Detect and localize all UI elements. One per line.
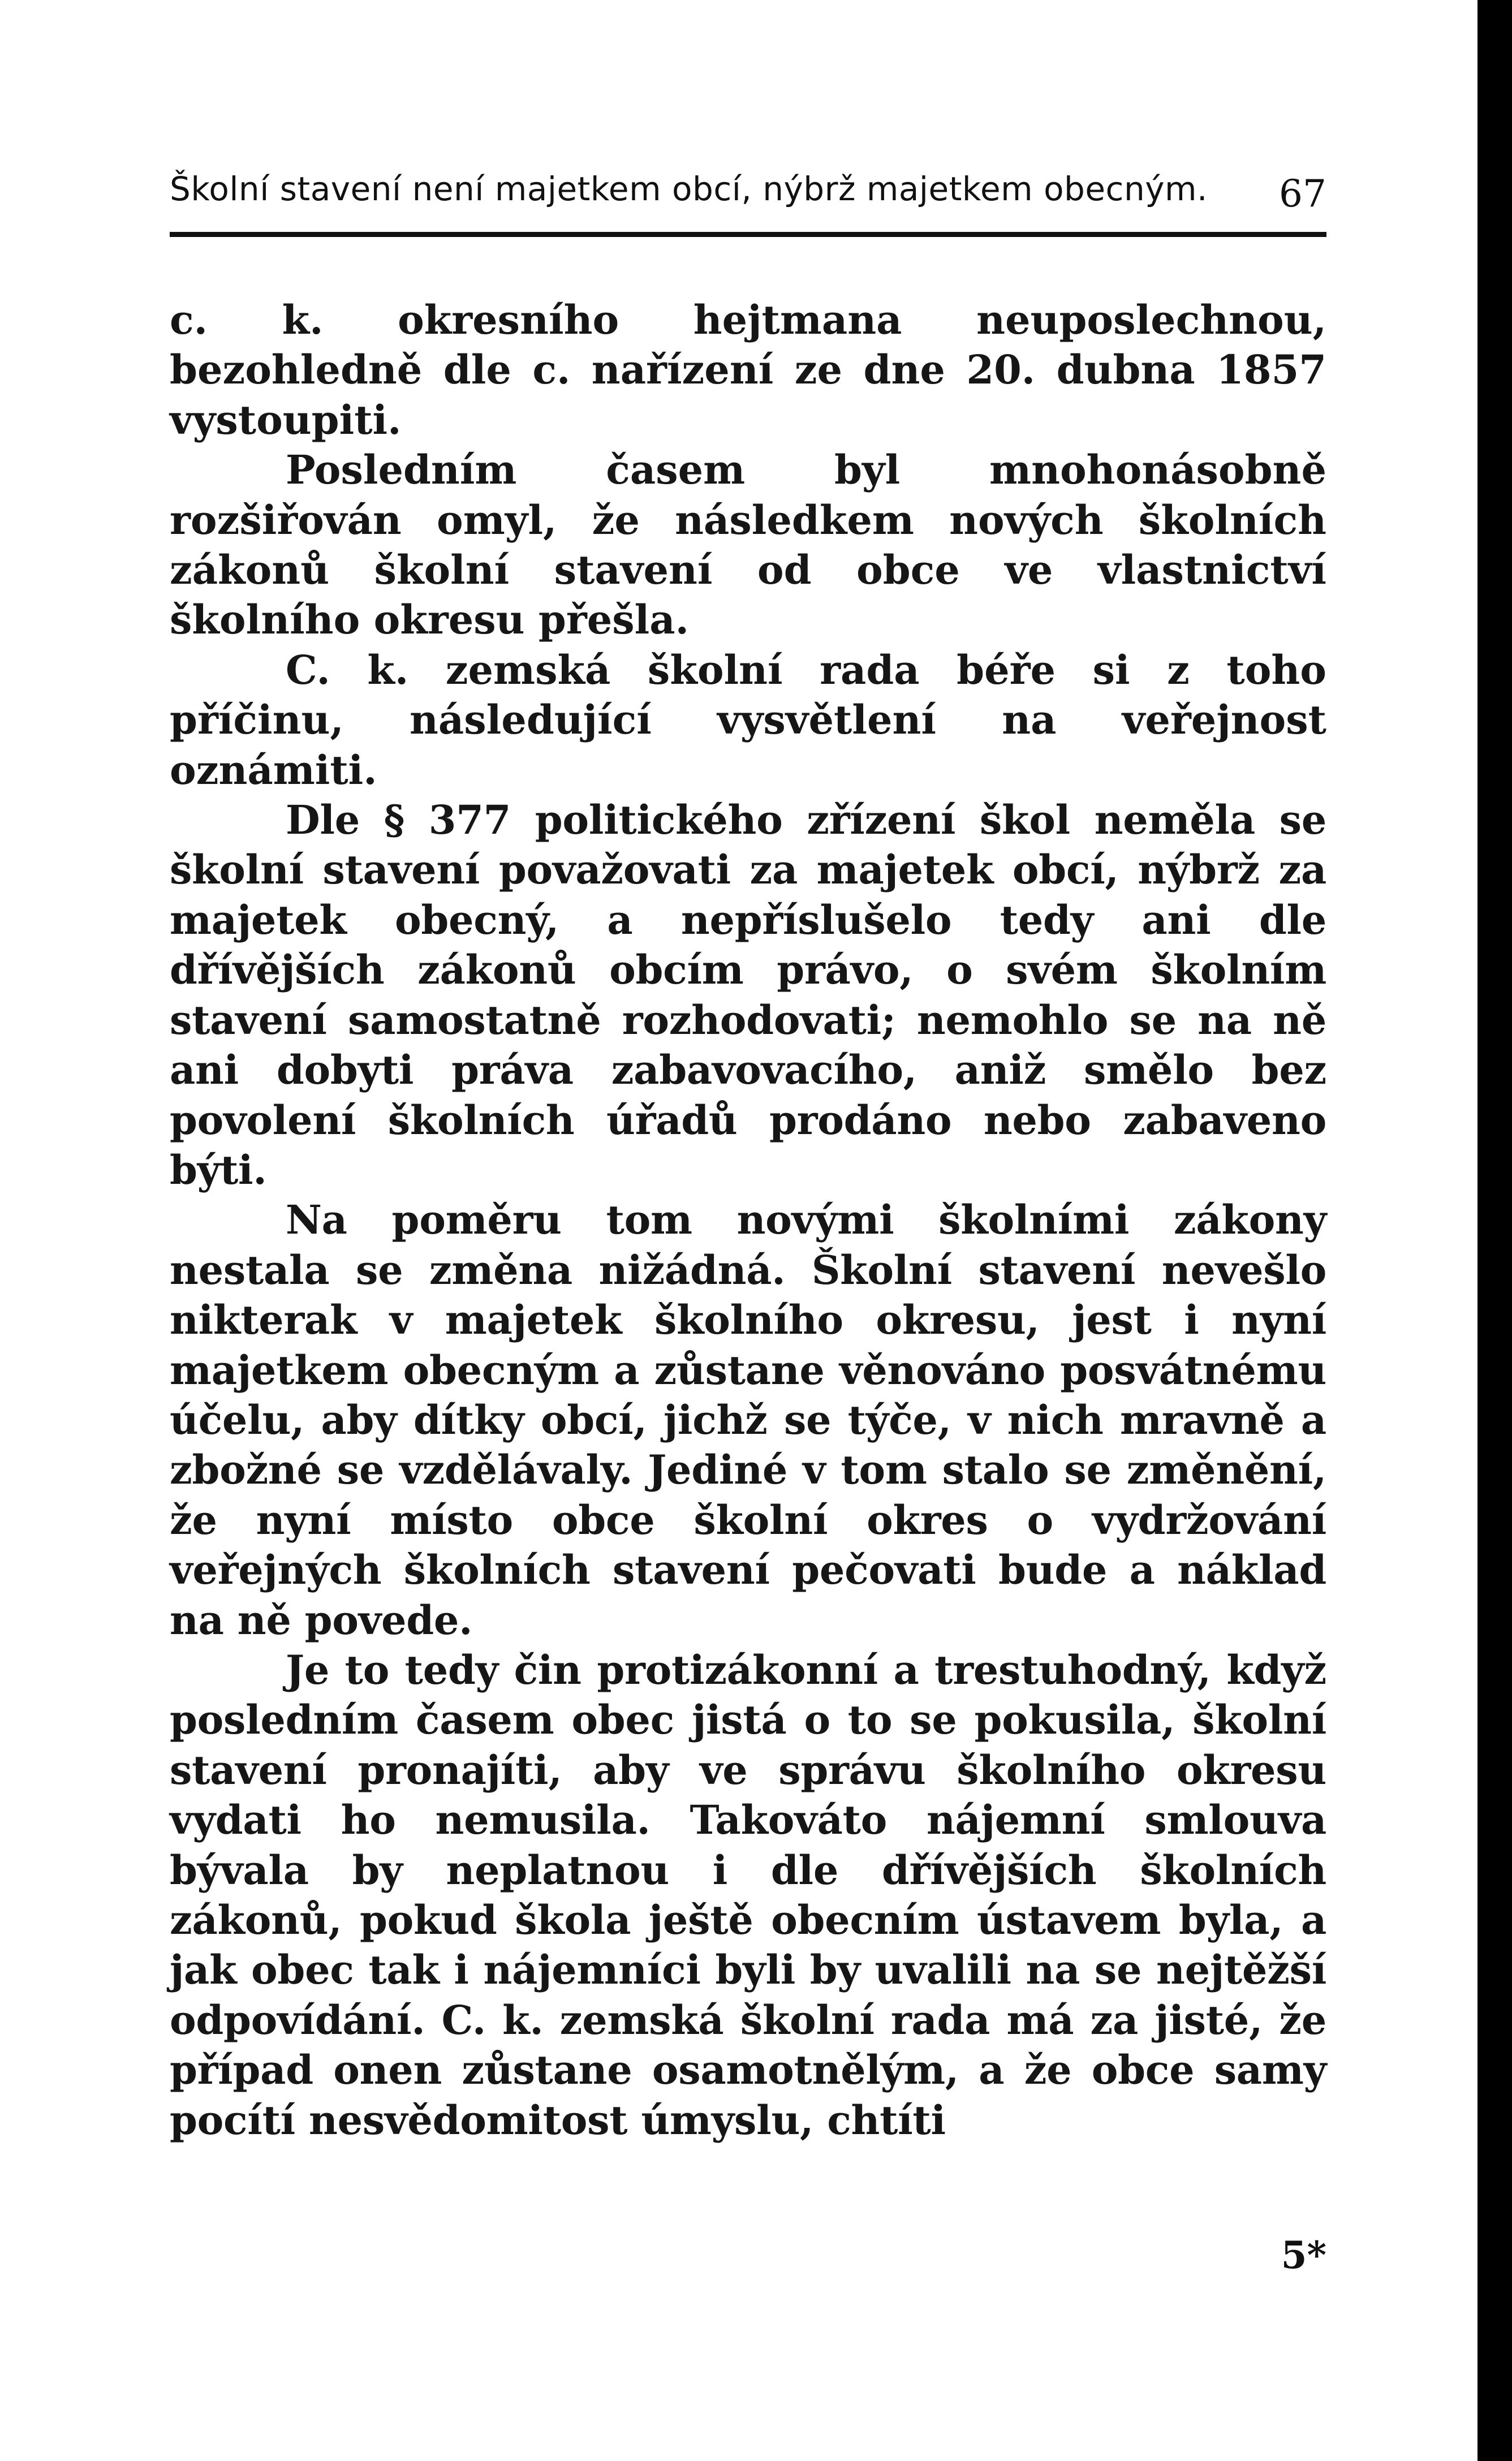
paragraph-2: Posledním časem byl mnohonásobně rozšiřován omyl, že následkem nových školních zákonů školní stavení od obce ve vlastnictví školního okresu přešla. bbox=[170, 446, 1326, 644]
running-head: Školní stavení není majetkem obcí, nýbrž majetkem obecným. bbox=[170, 170, 1208, 208]
paragraph-5: Na poměru tom novými školními zákony nestala se změna nižádná. Školní stavení nevešlo nikterak v majetek školního okresu, jest i nyní majetkem obecným a zůstane věnováno posvátnému účelu, aby dítky obcí, jichž se týče, v nich mravně a zbožné se vzdělávaly. Jediné v tom stalo se změnění, že nyní místo obce školní okres o vydržování veřejných školních stavení pečovati bude a náklad na ně povede. bbox=[170, 1196, 1326, 1644]
body-text bbox=[170, 295, 1326, 2145]
paragraph-6: Je to tedy čin protizákonní a trestuhodný, když posledním časem obec jistá o to se pokusila, školní stavení pronajíti, aby ve správu školního okresu vydati ho nemusila. Takováto nájemní smlouva bývala by neplatnou i dle dřívějších školních zákonů, pokud škola ještě obecním ústavem byla, a jak obec tak i nájemníci byli by uvalili na se nejtěžší odpovídání. C. k. zemská školní rada má za jisté, že případ onen zůstane osamotnělým, a že obce samy pocítí nesvědomitost úmyslu, chtíti bbox=[170, 1646, 1326, 2144]
header-rule bbox=[170, 232, 1326, 237]
paragraph-3: C. k. zemská školní rada béře si z toho příčinu, následující vysvětlení na veřejnost oznámiti. bbox=[170, 646, 1326, 794]
page-number: 67 bbox=[1279, 172, 1326, 216]
scan-edge bbox=[1477, 0, 1512, 2461]
signature-mark: 5* bbox=[1281, 2233, 1326, 2277]
paragraph-4: Dle § 377 politického zřízení škol neměla se školní stavení považovati za majetek obcí, nýbrž za majetek obecný, a nepříslušelo tedy ani dle dřívějších zákonů obcím právo, o svém školním stavení samostatně rozhodovati; nemohlo se na ně ani dobyti práva zabavovacího, aniž smělo bez povolení školních úřadů prodáno nebo zabaveno býti. bbox=[170, 796, 1326, 1193]
paragraph-1: c. k. okresního hejtmana neuposlechnou, bezohledně dle c. nařízení ze dne 20. dubna 1857 vystoupiti. bbox=[170, 296, 1326, 443]
page-header bbox=[170, 164, 1326, 232]
